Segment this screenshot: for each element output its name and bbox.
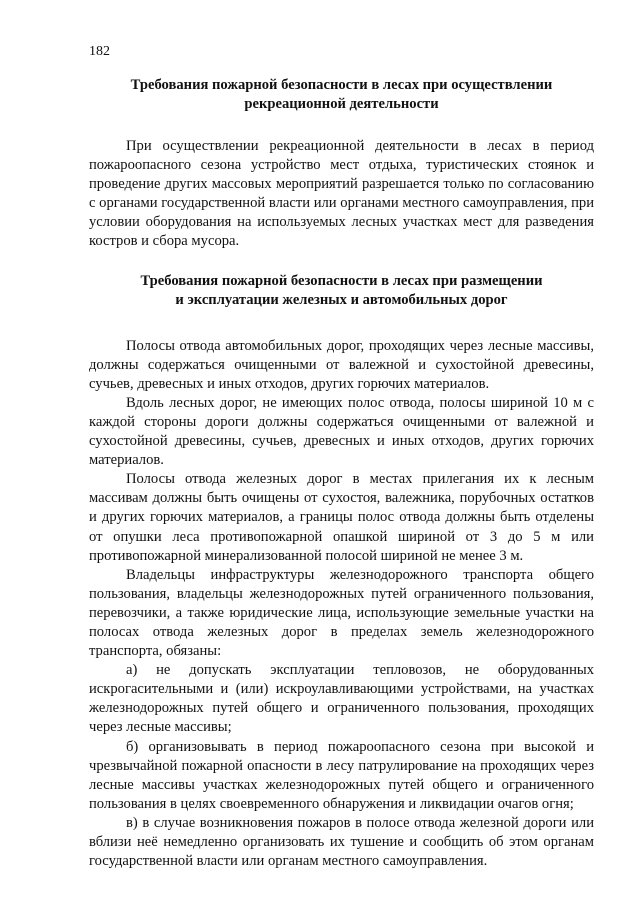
page-number: 182: [89, 44, 110, 59]
page-content: [89, 76, 594, 871]
list-item-a: а) не допускать эксплуатации тепловозов, не оборудованных искрогасительными и (или) искроулавливающими устройствами, на участках железнодорожных путей общего и ограниченного пользования, проходящих через лесные массивы;: [89, 662, 594, 736]
section-heading-roads: [89, 272, 594, 310]
section-body-recreation: [89, 137, 594, 252]
heading-line: и эксплуатации железных и автомобильных дорог: [175, 291, 508, 308]
heading-line: Требования пожарной безопасности в лесах при осуществлении: [130, 77, 553, 93]
paragraph: Вдоль лесных дорог, не имеющих полос отвода, полосы шириной 10 м с каждой стороны дороги должны содержаться очищенными от валежной и сухостойной древесины, сучьев, древесных и иных отходов, других горючих материалов.: [89, 394, 594, 469]
paragraph: Полосы отвода железных дорог в местах прилегания их к лесным массивам должны быть очищены от сухостоя, валежника, порубочных остатков и других горючих материалов, а границы полос отвода должны быть отделены от опушки леса противопожарной опашкой шириной от 3 до 5 м или противопожарной минерализованной полосой шириной не менее 3 м.: [89, 471, 594, 564]
list-item-b: б) организовывать в период пожароопасного сезона при высокой и чрезвычайной пожарной опасности в лесу патрулирование на проходящих через лесные массивы участках железнодорожных путей общего и ограниченного пользования в целях своевременного обнаружения и ликвидации очагов огня;: [89, 738, 594, 812]
list-item-c: в) в случае возникновения пожаров в полосе отвода железной дороги или вблизи неё немедленно организовать их тушение и сообщить об этом органам государственной власти или органам местного самоуправления.: [89, 814, 594, 870]
paragraph: Полосы отвода автомобильных дорог, проходящих через лесные массивы, должны содержаться очищенными от валежной и сухостойной древесины, сучьев, древесных и иных отходов, других горючих материалов.: [89, 337, 594, 392]
heading-line: Требования пожарной безопасности в лесах при размещении: [140, 272, 543, 289]
section-body-roads: [89, 337, 594, 872]
paragraph: Владельцы инфраструктуры железнодорожного транспорта общего пользования, владельцы железнодорожных путей ограниченного пользования, перевозчики, а также юридические лица, использующие земельные участки на полосах отвода железных дорог в пределах земель железнодорожного транспорта, обязаны:: [89, 566, 594, 660]
heading-line: рекреационной деятельности: [244, 96, 439, 112]
paragraph: При осуществлении рекреационной деятельности в лесах в период пожароопасного сезона устройство мест отдыха, туристических стоянок и проведение других массовых мероприятий разрешается только по согласованию с органами государственной власти или органами местного самоуправления, при условии оборудования на используемых лесных участках мест для разведения костров и сбора мусора.: [89, 138, 594, 250]
section-heading-recreation: [89, 76, 594, 114]
